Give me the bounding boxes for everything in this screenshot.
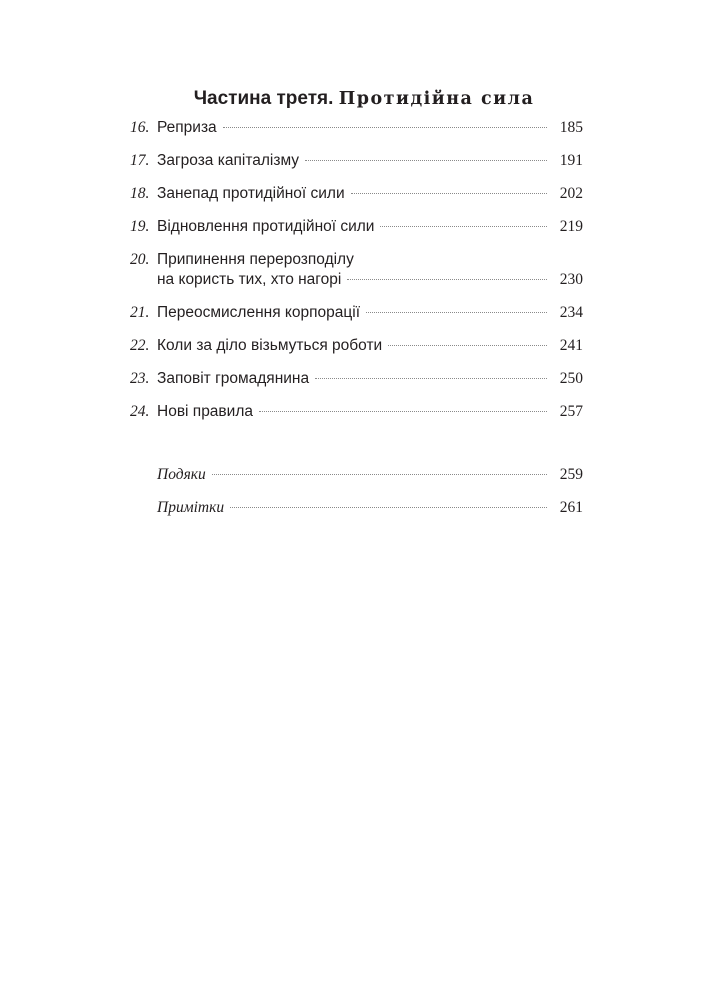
page-number: 250 (559, 370, 583, 387)
chapter-title: Заповіт громадянина (157, 370, 310, 387)
chapter-number: 19. (130, 218, 150, 235)
dot-leader (212, 474, 547, 475)
chapter-number: 17. (130, 152, 150, 169)
dot-leader (315, 378, 547, 379)
toc-entry[interactable] (130, 217, 583, 237)
dot-leader (388, 345, 547, 346)
page-number: 191 (559, 152, 583, 169)
dot-leader (223, 127, 547, 128)
dot-leader (347, 279, 547, 280)
dot-leader (230, 507, 547, 508)
chapter-title: Переосмислення корпорації (157, 304, 360, 321)
page-number: 257 (559, 403, 583, 420)
back-matter-title: Примітки (157, 499, 225, 516)
chapter-title: Нові правила (157, 403, 253, 420)
toc-entry[interactable] (130, 118, 583, 138)
page-number: 259 (559, 466, 583, 483)
toc-entry[interactable] (130, 184, 583, 204)
dot-leader (380, 226, 547, 227)
chapter-number: 18. (130, 185, 150, 202)
chapter-number: 21. (130, 304, 150, 321)
chapter-title: Коли за діло візьмуться роботи (157, 337, 383, 354)
toc-entry[interactable] (130, 402, 583, 422)
chapter-number: 24. (130, 403, 150, 420)
chapter-title: Загроза капіталізму (157, 152, 300, 169)
back-matter-title: Подяки (157, 466, 206, 483)
chapter-title-line2: на користь тих, хто нагорі (157, 271, 342, 288)
part-prefix: Частина третя. (193, 88, 334, 109)
toc-entry[interactable] (130, 336, 583, 356)
table-of-contents (130, 118, 583, 531)
part-heading (0, 88, 728, 110)
page-number: 202 (559, 185, 583, 202)
page-number: 261 (559, 499, 583, 516)
dot-leader (305, 160, 547, 161)
dot-leader (366, 312, 547, 313)
part-title: Протидійна сила (338, 89, 535, 109)
dot-leader (259, 411, 547, 412)
toc-entry[interactable] (130, 151, 583, 171)
chapter-title-line1: Припинення перерозподілу (157, 251, 354, 268)
section-spacer (130, 435, 583, 465)
page-number: 230 (559, 271, 583, 288)
chapter-title: Занепад протидійної сили (157, 185, 345, 202)
page-number: 234 (559, 304, 583, 321)
toc-entry[interactable] (130, 303, 583, 323)
back-matter-entry[interactable] (130, 498, 583, 518)
chapter-number: 20. (130, 251, 150, 268)
page-number: 219 (559, 218, 583, 235)
dot-leader (351, 193, 547, 194)
toc-entry[interactable] (130, 250, 583, 290)
chapter-number: 22. (130, 337, 150, 354)
page-number: 241 (559, 337, 583, 354)
chapter-title: Відновлення протидійної сили (157, 218, 375, 235)
page-number: 185 (559, 119, 583, 136)
chapter-title: Реприза (157, 119, 217, 136)
chapter-number: 23. (130, 370, 150, 387)
chapter-number: 16. (130, 119, 150, 136)
toc-entry[interactable] (130, 369, 583, 389)
back-matter-entry[interactable] (130, 465, 583, 485)
